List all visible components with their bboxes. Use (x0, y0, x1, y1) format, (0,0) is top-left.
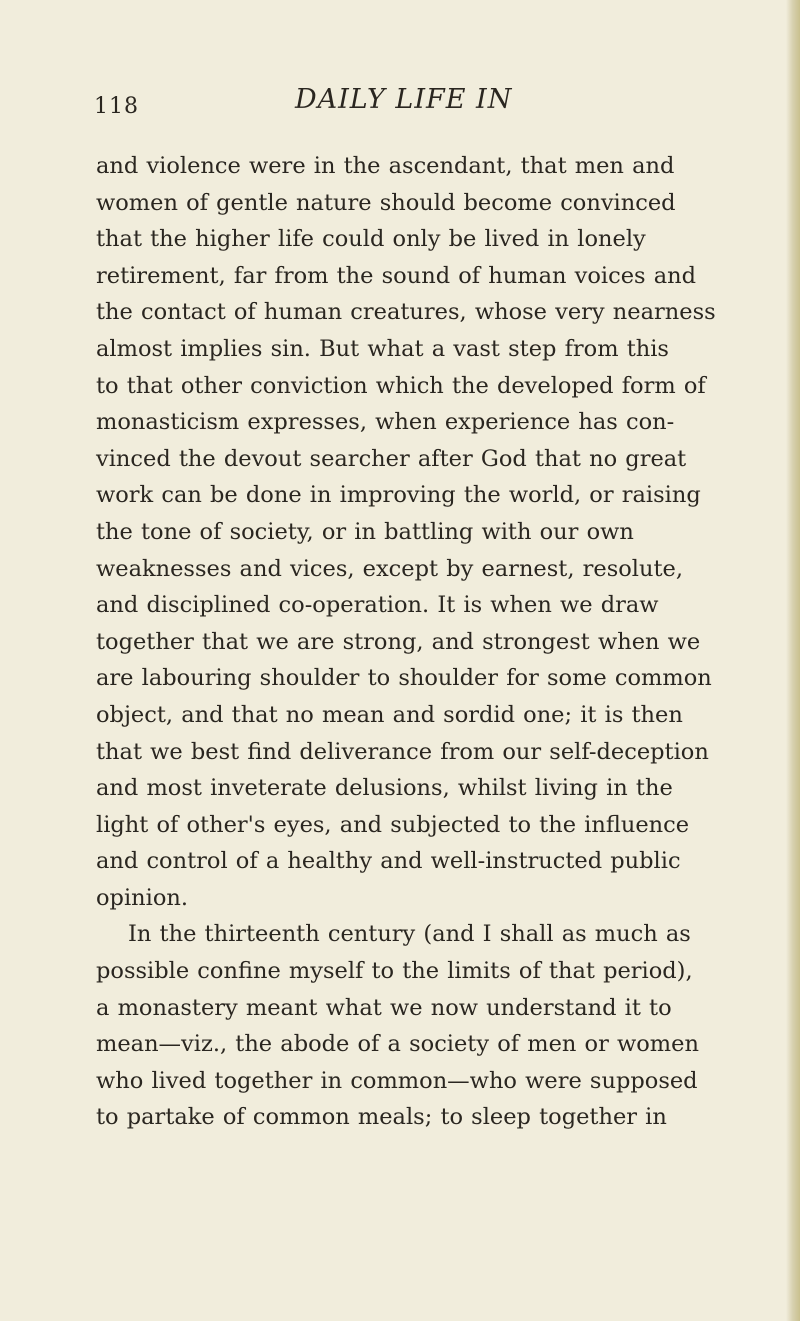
text-line: mean—viz., the abode of a society of men or women (96, 1031, 699, 1058)
text-line: the tone of society, or in battling with our own (96, 518, 634, 545)
text-line: to partake of common meals; to sleep together in (96, 1104, 667, 1131)
page-edge (786, 0, 800, 1321)
text-line: monasticism expresses, when experience has con- (96, 409, 675, 436)
text-line: that the higher life could only be lived in lonely (96, 226, 646, 253)
text-line: almost implies sin. But what a vast step from this (96, 335, 669, 362)
text-line: possible confine myself to the limits of that period), (96, 958, 693, 985)
text-line: opinion. (96, 884, 189, 911)
text-line: object, and that no mean and sordid one; it is then (96, 701, 683, 728)
running-title: DAILY LIFE IN (295, 84, 513, 115)
paragraph-1 (96, 148, 786, 916)
page-number: 118 (94, 94, 139, 119)
text-line: that we best find deliverance from our self-deception (96, 738, 709, 765)
page-header (0, 84, 800, 124)
text-line: to that other conviction which the developed form of (96, 372, 706, 399)
body-text (96, 148, 786, 1136)
text-line: the contact of human creatures, whose very nearness (96, 299, 716, 326)
text-line: a monastery meant what we now understand it to (96, 994, 672, 1021)
text-line: and most inveterate delusions, whilst living in the (96, 775, 673, 802)
text-line: together that we are strong, and strongest when we (96, 628, 701, 655)
text-line: who lived together in common—who were supposed (96, 1067, 698, 1094)
paragraph-2 (96, 916, 786, 1136)
text-line: and control of a healthy and well-instructed public (96, 848, 681, 875)
text-line: are labouring shoulder to shoulder for some common (96, 665, 712, 692)
text-line: work can be done in improving the world, or raising (96, 482, 701, 509)
text-line: vinced the devout searcher after God that no great (96, 445, 687, 472)
text-line: and violence were in the ascendant, that men and (96, 153, 675, 179)
text-line: women of gentle nature should become convinced (96, 189, 676, 216)
text-line: In the thirteenth century (and I shall as much as (128, 921, 691, 948)
text-line: weaknesses and vices, except by earnest, resolute, (96, 555, 684, 582)
text-line: retirement, far from the sound of human voices and (96, 262, 697, 289)
text-line: and disciplined co-operation. It is when we draw (96, 592, 659, 619)
text-line: light of other's eyes, and subjected to the influence (96, 811, 690, 838)
